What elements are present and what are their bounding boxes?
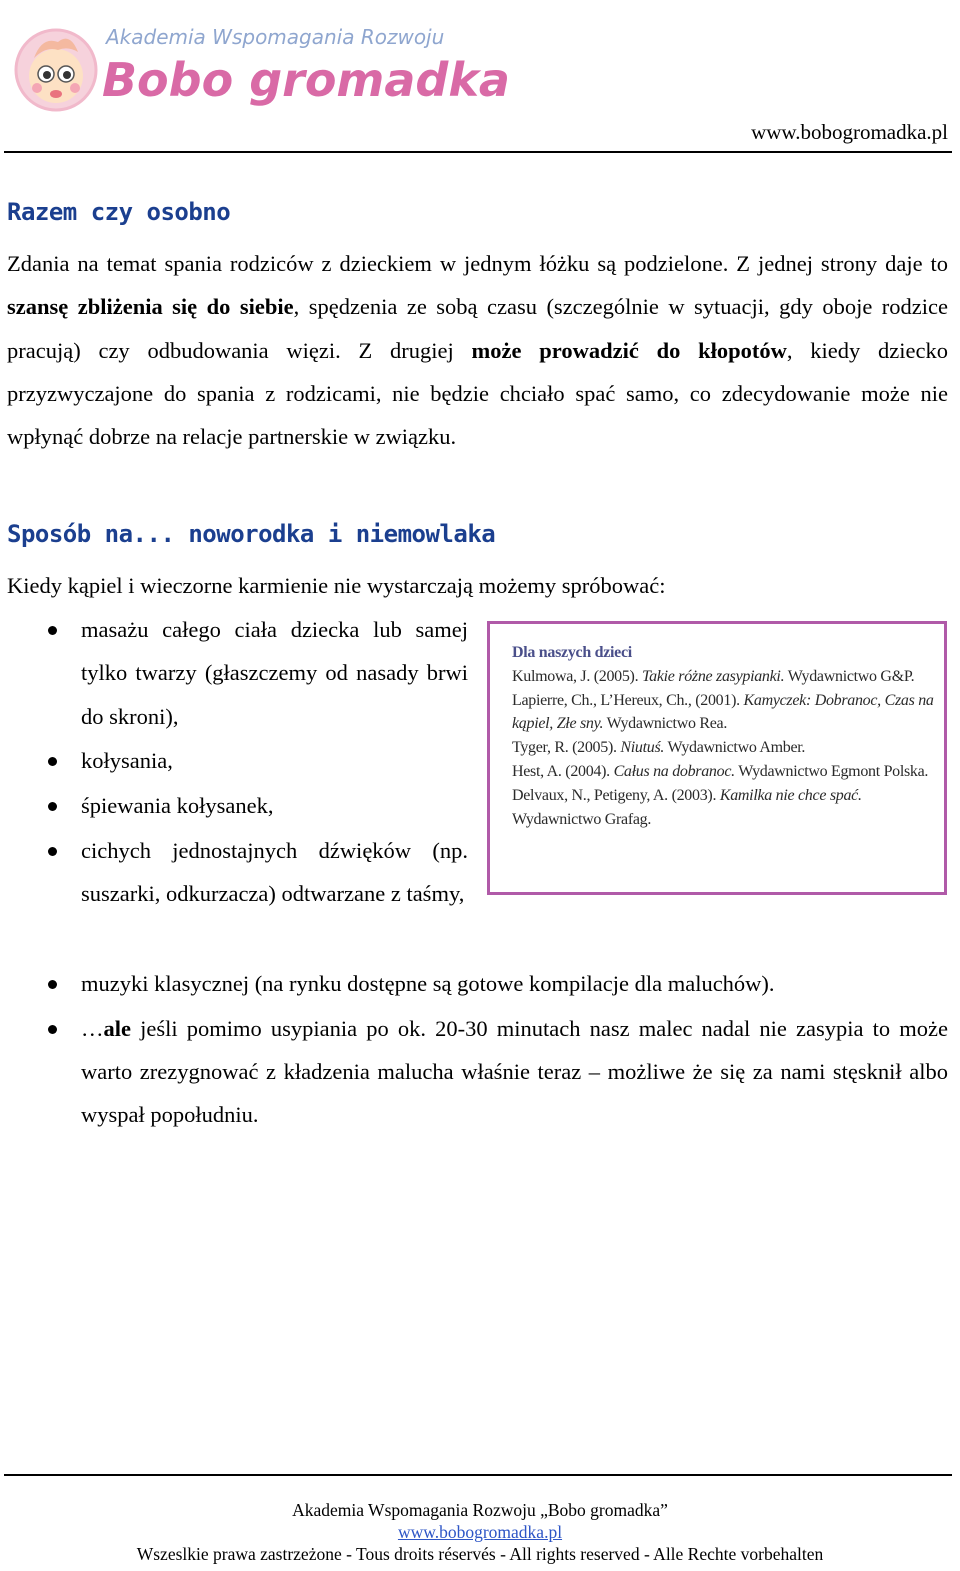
book-publisher: Wydawnictwo G&P. (784, 667, 915, 685)
book-entry (512, 689, 934, 737)
book-publisher: Wydawnictwo Rea. (603, 715, 728, 733)
list-item-bold: ale (103, 1015, 131, 1041)
book-author: Tyger, R. (2005). (512, 739, 621, 757)
logo-tagline: Akademia Wspomagania Rozwoju (106, 25, 445, 49)
logo-name: Bobo gromadka (102, 53, 510, 107)
book-title: Kamyczek: Dobranoc, Czas na kąpiel, Złe sny. (512, 691, 934, 733)
list-item: masażu całego ciała dziecka lub samej tylko twarzy (głaszczemy od nasady brwi do skroni), (7, 608, 468, 738)
book-title: Takie różne zasypianki. (642, 667, 785, 685)
book-publisher: Wydawnictwo Egmont Polska. (734, 762, 929, 780)
list-item-lead: … (81, 1015, 104, 1041)
tips-list-narrow (7, 608, 468, 917)
para-seg-bold: szansę zbliżenia się do siebie (7, 294, 294, 320)
book-author: Kulmowa, J. (2005). (512, 667, 642, 685)
books-recommendation-box (487, 621, 947, 895)
para-seg-bold: może prowadzić do kłopotów (471, 337, 787, 363)
book-publisher: Wydawnictwo Amber. (664, 739, 806, 757)
footer-divider (4, 1474, 952, 1476)
list-item: muzyki klasycznej (na rynku dostępne są gotowe kompilacje dla maluchów). (7, 962, 948, 1005)
para-seg: , kiedy dziecko przyzwyczajone do spania z rodzicami, nie będzie chciało spać samo, co zdecydowanie może nie wpłynąć dobrze na relacje partnerskie w związku. (7, 337, 948, 450)
book-author: Lapierre, Ch., L’Hereux, Ch., (2001). (512, 691, 744, 709)
list-item-text: jeśli pomimo usypiania po ok. 20-30 minutach nasz malec nadal nie zasypia to może warto zrezygnować z kładzenia malucha właśnie teraz – możliwe że się za nami stęsknił albo wyspał popołudniu. (81, 1015, 948, 1128)
footer-organization: Akademia Wspomagania Rozwoju „Bobo gromadka” (292, 1500, 668, 1520)
section-heading-razem: Razem czy osobno (7, 198, 231, 226)
para-seg: Zdania na temat spania rodziców z dzieckiem w jednym łóżku są podzielone. Z jednej strony daje to (7, 251, 948, 276)
book-title: Całus na dobranoc. (613, 762, 735, 780)
books-box-title: Dla naszych dzieci (512, 644, 632, 661)
book-entry (512, 665, 934, 689)
book-entry (512, 760, 934, 784)
list-item: cichych jednostajnych dźwięków (np. suszarki, odkurzacza) odtwarzane z taśmy, (7, 829, 468, 916)
book-title: Niutuś. (620, 739, 665, 757)
footer-copyright: Wszeslkie prawa zastrzeżone - Tous droits réservés - All rights reserved - Alle Rechte vorbehalten (136, 1544, 824, 1564)
bobo-gromadka-logo (12, 6, 510, 122)
footer-website-link[interactable]: www.bobogromadka.pl (397, 1522, 563, 1542)
paragraph-intro: Kiedy kąpiel i wieczorne karmienie nie wystarczają możemy spróbować: (7, 573, 666, 598)
book-author: Delvaux, N., Petigeny, A. (2003). (512, 786, 720, 804)
book-author: Hest, A. (2004). (512, 762, 614, 780)
header-url: www.bobogromadka.pl (751, 120, 948, 144)
book-publisher: Wydawnictwo Grafag. (512, 810, 652, 828)
para-seg: , spędzenia ze sobą czasu (szczególnie w sytuacji, gdy oboje rodzice pracują) czy odbudowania więzi. Z drugiej (7, 294, 948, 363)
paragraph-co-sleeping (7, 242, 948, 458)
book-entry (512, 784, 934, 832)
tips-list-wide (7, 962, 948, 1138)
book-title: Kamilka nie chce spać. (719, 786, 862, 804)
header-divider (4, 151, 952, 153)
list-item: kołysania, (7, 739, 468, 782)
list-item: śpiewania kołysanek, (7, 784, 468, 827)
list-item (7, 1007, 948, 1137)
book-entry (512, 736, 934, 760)
section-heading-sposob: Sposób na... noworodka i niemowlaka (7, 520, 496, 548)
